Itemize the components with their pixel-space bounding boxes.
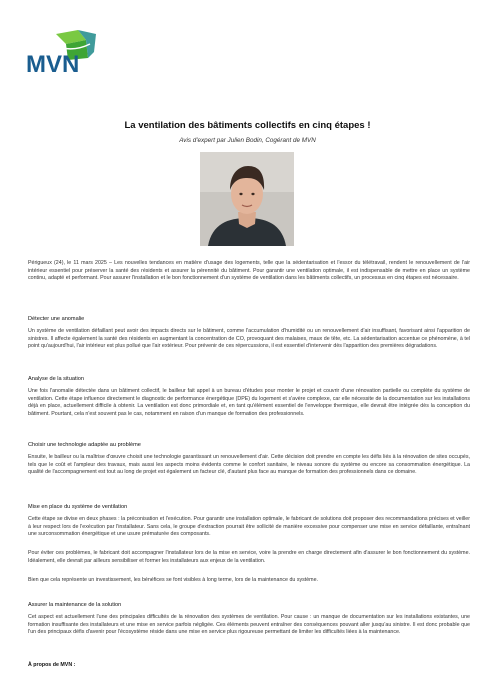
section-heading: Mise en place du système de ventilation xyxy=(28,504,128,510)
section-paragraph: Cette étape se divise en deux phases : la préconisation et l'exécution. Pour garantir une installation optimale, le fabricant de solutions doit proposer des recommandations précises et veiller à leur respect lors de l'exécution par l'installateur. Sans cela, le groupe d'extraction pourrait être sollicité de manière excessive pour compenser une mise en service défaillante, entraînant une surconsommation énergétique et une usure prématurée des composants. xyxy=(28,516,470,538)
section-paragraph: Une fois l'anomalie détectée dans un bâtiment collectif, le bailleur fait appel à un bureau d'études pour monter le projet et couvrir d'une rénovation partielle ou complète du système de ventilation. Cette étape influence directement le diagnostic de performance énergétique (DPE) du logement et s'avère complexe, car elle nécessite de la documentation sur les installations déjà en place, actuellement difficile à obtenir. La ventilation est donc primordiale et, en tant qu'élément essentiel de l'enveloppe thermique, elle devrait être intégrée dès la conception du bâtiment. Pourtant, cela n'est souvent pas le cas, notamment en raison d'un manque de formation des professionnels. xyxy=(28,388,470,417)
section-paragraph: Pour éviter ces problèmes, le fabricant doit accompagner l'installateur lors de la mise en service, voire la prendre en charge directement afin d'assurer le bon fonctionnement du système. Idéalement, elle devrait par ailleurs sensibiliser et former les installateurs aux enjeux de la ventilation. xyxy=(28,550,470,564)
section-paragraph: Un système de ventilation défaillant peut avoir des impacts directs sur le bâtiment, comme l'accumulation d'humidité ou un renouvellement d'air insuffisant, favorisant ainsi l'apparition de sinistres. Il affecte également la santé des résidents en augmentant la concentration de CO, provoquant des malaises, maux de tête, etc. La sédentarisation accentue ce phénomène, à tel point qu'aujourd'hui, l'air intérieur est plus pollué que l'air extérieur. Pour prévenir de ces répercussions, il est essentiel d'intervenir dès l'apparition des premières dégradations. xyxy=(28,328,470,350)
section-paragraph: Bien que cela représente un investissement, les bénéfices se font visibles à long terme, lors de la maintenance du système. xyxy=(28,577,319,583)
section-paragraph: Cet aspect est actuellement l'une des principales difficultés de la rénovation des systèmes de ventilation. Pour cause : un manque de documentation sur les installations existantes, une formation insuffisante des installateurs et une mise en service parfois négligée. Ces éléments peuvent entraîner des conséquences pouvant aller jusqu'au sinistre. Il est donc probable que l'un des principaux défis d'avenir pour l'écosystème réside dans une mise en service plus rigoureuse permettant de limiter les difficultés liées à la maintenance. xyxy=(28,614,470,636)
about-label: À propos de MVN : xyxy=(28,662,76,668)
section-heading: Assurer la maintenance de la solution xyxy=(28,602,122,608)
section-paragraph: Ensuite, le bailleur ou la maîtrise d'œuvre choisit une technologie garantissant un renouvellement d'air. Cette décision doit prendre en compte les défis liés à la rénovation de sites occupés, tels que le coût et l'ampleur des travaux, mais aussi les aspects moins évidents comme le confort sanitaire, le niveau sonore du système ou encore sa consommation énergétique. La qualité de l'accompagnement est tout au long de projet est également un facteur clé, d'autant plus face au manque de formation des professionnels dans ce domaine. xyxy=(28,454,470,476)
section-heading: Choisir une technologie adaptée au problème xyxy=(28,442,141,448)
logo-text: MVN xyxy=(26,51,80,76)
intro-paragraph: Périgueux (24), le 11 mars 2025 – Les nouvelles tendances en matière d'usage des logements, telle que la sédentarisation et l'essor du télétravail, rendent le renouvellement de l'air intérieur essentiel pour préserver la santé des résidents et assurer la pérennité du bâtiment. Pour garantir une ventilation optimale, il est indispensable de mettre en place un système continu, adapté et performant. Pour assurer l'installation et le bon fonctionnement d'un système de ventilation dans les bâtiments collectifs, un processus en cinq étapes est nécessaire. xyxy=(28,260,470,282)
mvn-logo xyxy=(26,28,100,76)
section-heading: Détecter une anomalie xyxy=(28,316,85,322)
portrait-image xyxy=(200,152,294,246)
mvn-logo-icon xyxy=(26,28,100,76)
section-heading: Analyse de la situation xyxy=(28,376,84,382)
article-subtitle: Avis d'expert par Julien Bodin, Cogérant de MVN xyxy=(179,137,316,144)
author-portrait xyxy=(200,152,294,246)
article-title: La ventilation des bâtiments collectifs en cinq étapes ! xyxy=(124,120,371,131)
